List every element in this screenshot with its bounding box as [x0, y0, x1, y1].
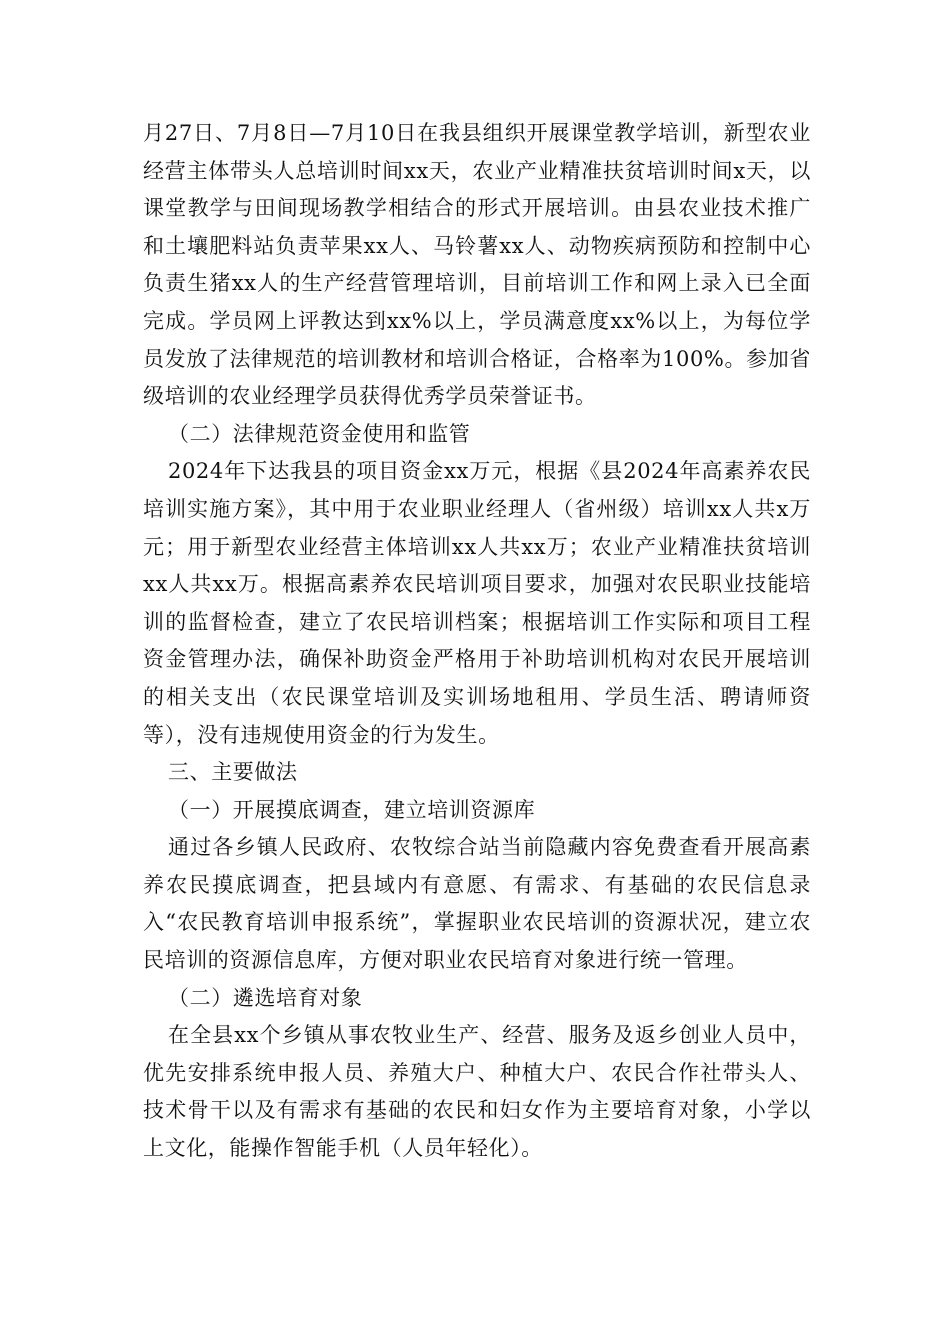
- heading-main-practices: 三、主要做法: [168, 760, 298, 785]
- paragraph-select-trainees: 在全县xx个乡镇从事农牧业生产、经营、服务及返乡创业人员中，优先安排系统申报人员、养殖大户、种植大户、农民合作社带头人、技术骨干以及有需求有基础的农民和妇女作为主要培育对象，小学以上文化，能操作智能手机（人员年轻化）。: [143, 1023, 811, 1161]
- paragraph-training-summary: 月27日、7月8日—7月10日在我县组织开展课堂教学培训，新型农业经营主体带头人总培训时间xx天，农业产业精准扶贫培训时间x天，以课堂教学与田间现场教学相结合的形式开展培训。由县农业技术推广和土壤肥料站负责苹果xx人、马铃薯xx人、动物疾病预防和控制中心负责生猪xx人的生产经营管理培训，目前培训工作和网上录入已全面完成。学员网上评教达到xx%以上，学员满意度xx%以上，为每位学员发放了法律规范的培训教材和培训合格证，合格率为100%。参加省级培训的农业经理学员获得优秀学员荣誉证书。: [143, 121, 811, 409]
- paragraph-survey: 通过各乡镇人民政府、农牧综合站当前隐藏内容免费查看开展高素养农民摸底调查，把县域内有意愿、有需求、有基础的农民信息录入“农民教育培训申报系统”，掌握职业农民培训的资源状况，建立农民培训的资源信息库，方便对职业农民培育对象进行统一管理。: [143, 835, 811, 973]
- paragraph-fund-usage: 2024年下达我县的项目资金xx万元，根据《县2024年高素养农民培训实施方案》，其中用于农业职业经理人（省州级）培训xx人共x万元；用于新型农业经营主体培训xx人共xx万；农业产业精准扶贫培训xx人共xx万。根据高素养农民培训项目要求，加强对农民职业技能培训的监督检查，建立了农民培训档案；根据培训工作实际和项目工程资金管理办法，确保补助资金严格用于补助培训机构对农民开展培训的相关支出（农民课堂培训及实训场地租用、学员生活、聘请师资等），没有违规使用资金的行为发生。: [143, 459, 811, 747]
- heading-fund-supervision: （二）法律规范资金使用和监管: [168, 421, 471, 446]
- heading-select-trainees: （二）遴选培育对象: [168, 985, 363, 1010]
- document-body: [143, 115, 811, 1168]
- heading-survey-resource-library: （一）开展摸底调查，建立培训资源库: [168, 797, 536, 822]
